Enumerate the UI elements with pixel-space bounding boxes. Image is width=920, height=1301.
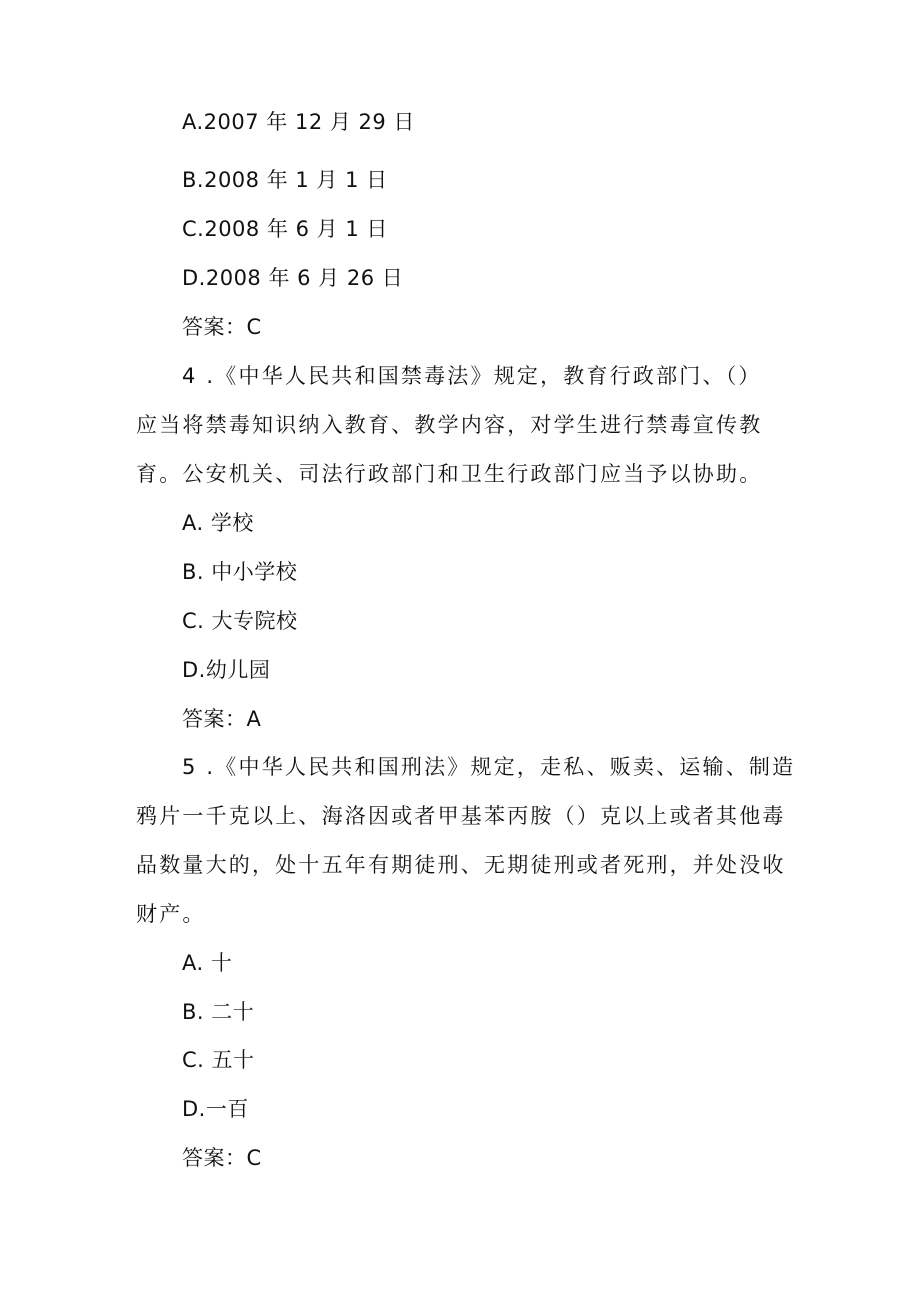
q3-option-b: B.2008 年 1 月 1 日	[182, 168, 388, 192]
q5-stem-line-3: 品数量大的，处十五年有期徒刑、无期徒刑或者死刑，并处没收	[136, 853, 786, 877]
q4-answer: 答案：A	[182, 707, 262, 731]
q4-option-c: C. 大专院校	[182, 609, 298, 633]
q4-stem-line-2: 应当将禁毒知识纳入教育、教学内容，对学生进行禁毒宣传教	[136, 413, 763, 437]
q4-stem-line-3: 育。公安机关、司法行政部门和卫生行政部门应当予以协助。	[136, 462, 763, 486]
q5-answer: 答案：C	[182, 1146, 262, 1170]
q3-option-a: A.2007 年 12 月 29 日	[182, 110, 415, 134]
q4-option-b: B. 中小学校	[182, 560, 298, 584]
q3-option-c: C.2008 年 6 月 1 日	[182, 217, 388, 241]
q5-stem-line-4: 财产。	[136, 902, 206, 926]
q4-option-d: D.幼儿园	[182, 658, 271, 682]
q5-stem-line-1: 5 .《中华人民共和国刑法》规定，走私、贩卖、运输、制造	[182, 755, 796, 779]
q5-option-c: C. 五十	[182, 1048, 255, 1072]
q3-option-d: D.2008 年 6 月 26 日	[182, 266, 404, 290]
q4-option-a: A. 学校	[182, 511, 254, 535]
q5-option-a: A. 十	[182, 951, 233, 975]
q5-option-b: B. 二十	[182, 1000, 255, 1024]
q5-option-d: D.一百	[182, 1097, 249, 1121]
q4-stem-line-1: 4 .《中华人民共和国禁毒法》规定，教育行政部门、（）	[182, 364, 762, 388]
q3-answer: 答案：C	[182, 315, 262, 339]
q5-stem-line-2: 鸦片一千克以上、海洛因或者甲基苯丙胺（）克以上或者其他毒	[136, 804, 786, 828]
